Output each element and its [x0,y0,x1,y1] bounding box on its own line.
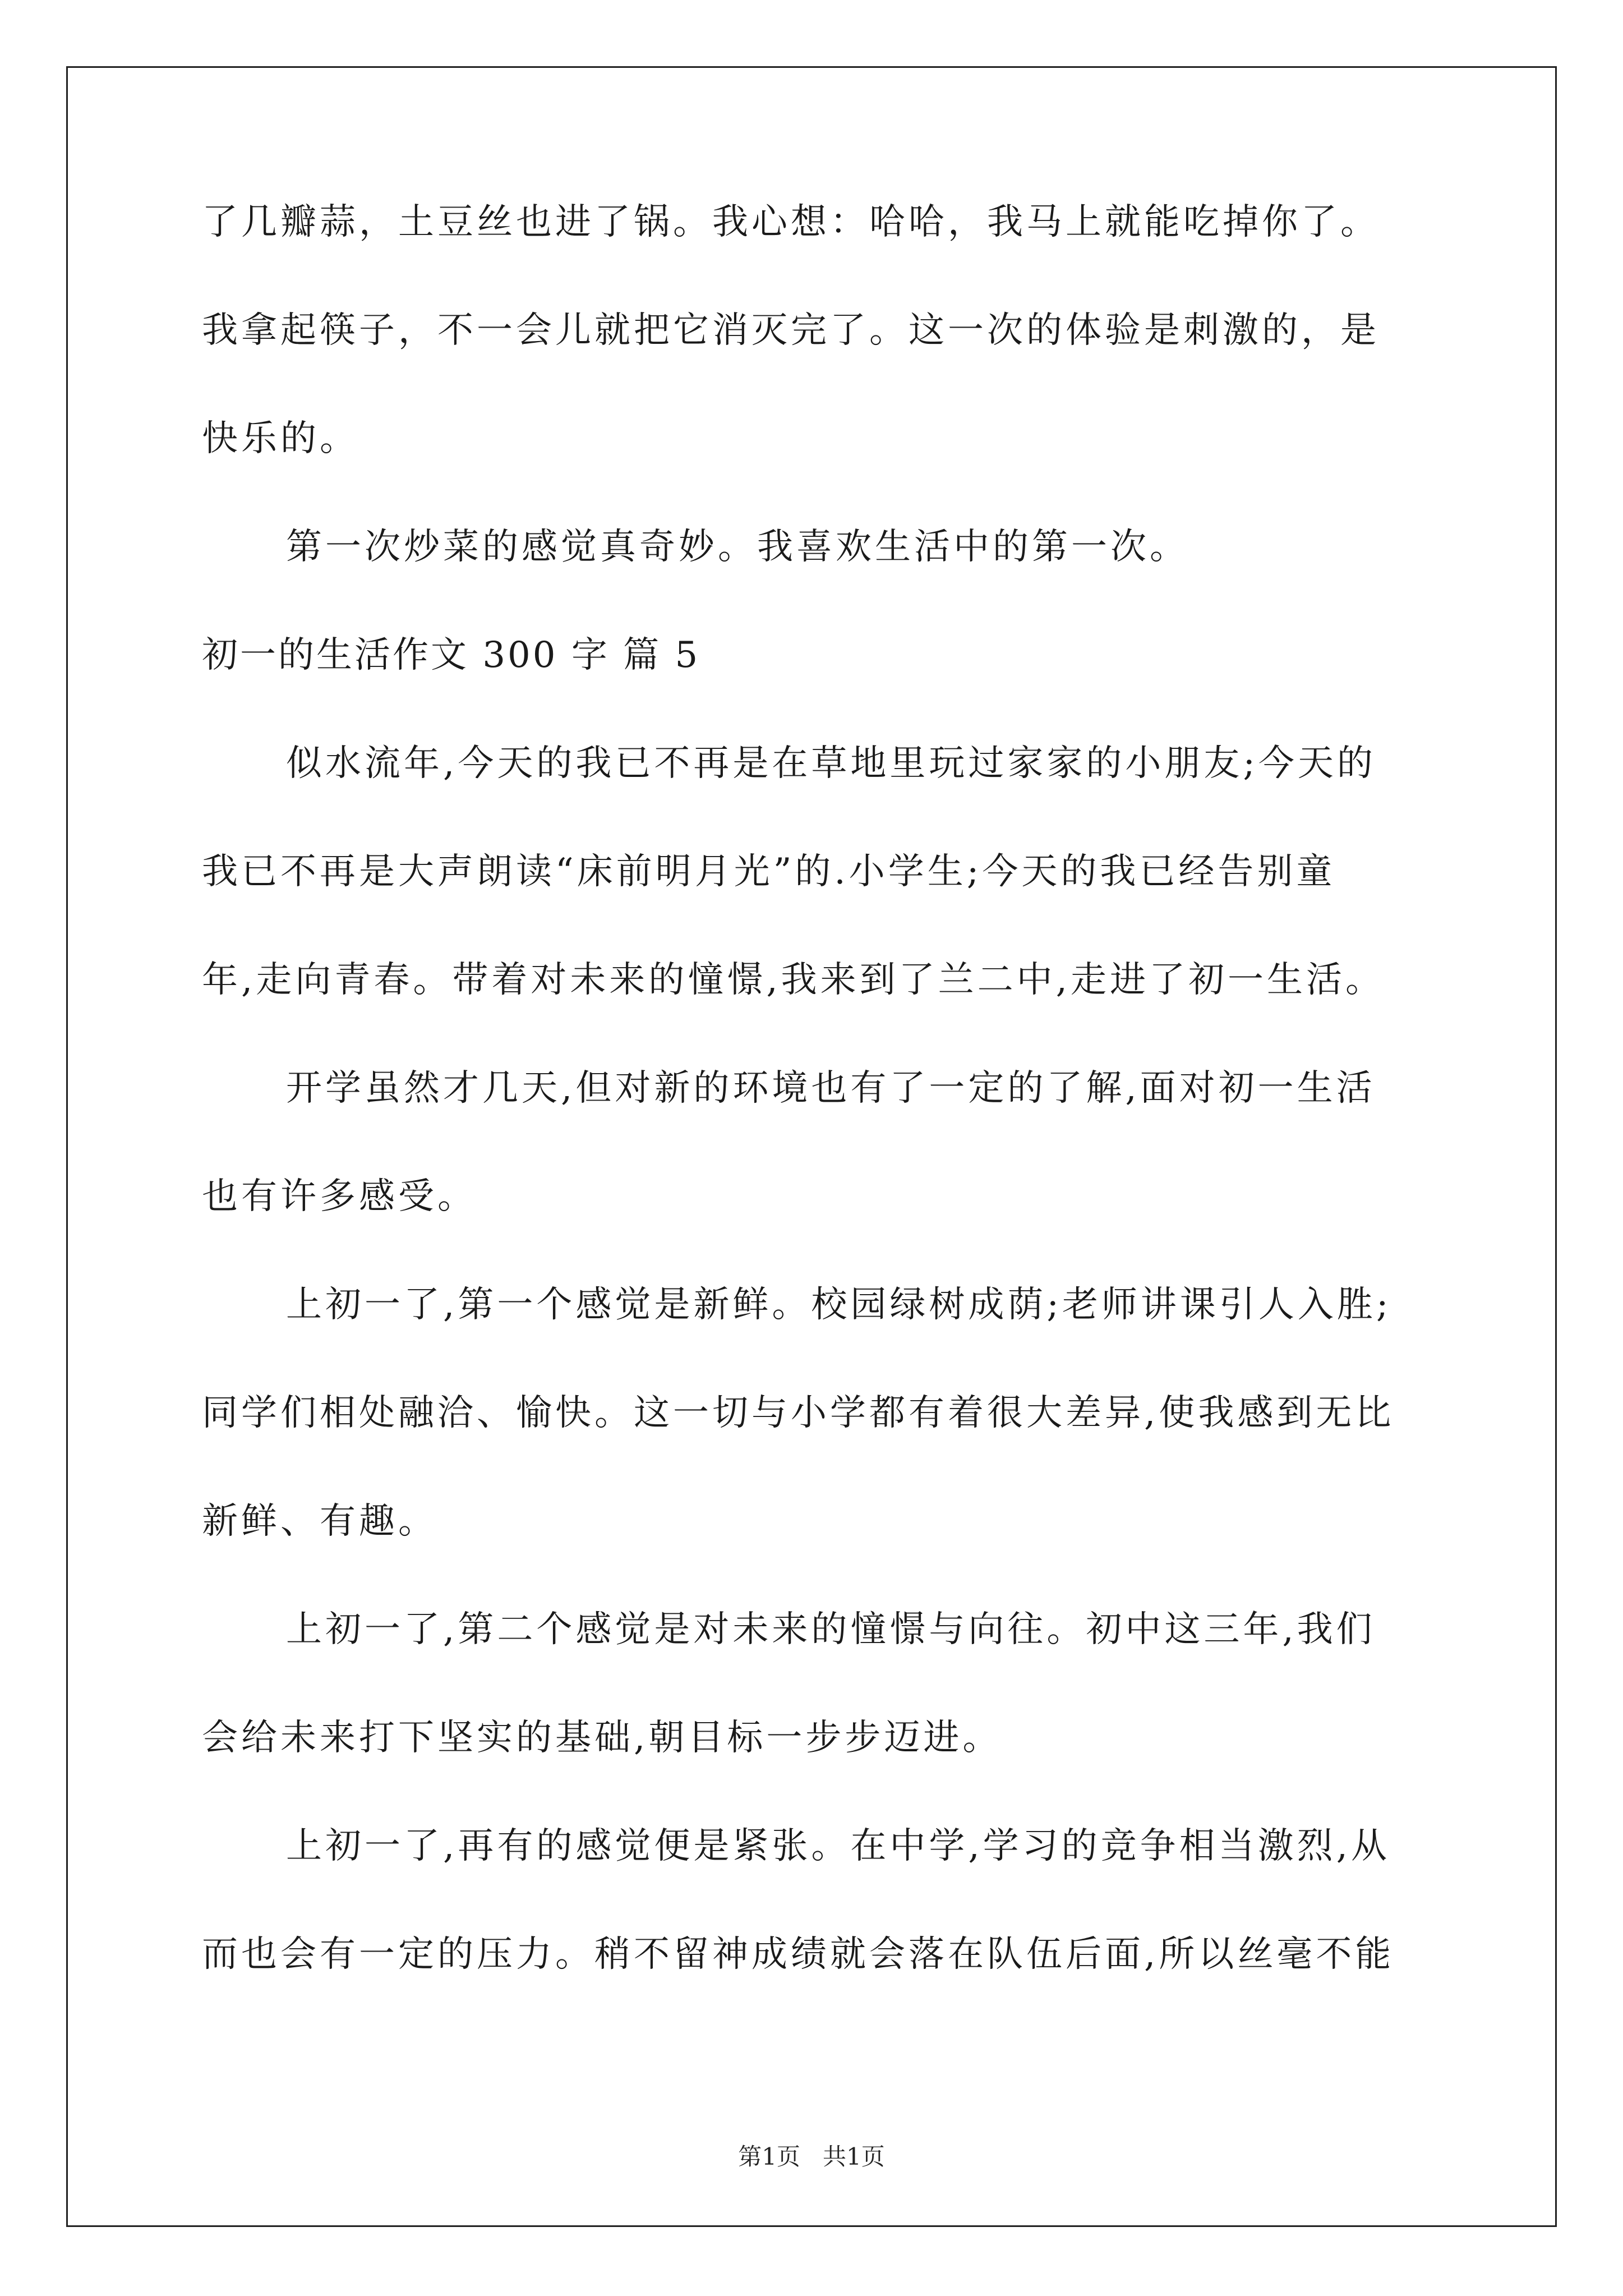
text-line: 会给未来打下坚实的基础,朝目标一步步迈进。 [202,1717,1002,1759]
text-line: 快乐的。 [202,418,359,459]
text-line: 了几瓣蒜，土豆丝也进了锅。我心想：哈哈，我马上就能吃掉你了。 [202,201,1380,243]
paragraph-start-line: 上初一了,第一个感觉是新鲜。校园绿树成荫;老师讲课引人入胜; [286,1284,1392,1326]
page-number: 第1页 [738,2143,800,2170]
page-total: 共1页 [823,2143,885,2170]
text-line: 我拿起筷子，不一会儿就把它消灭完了。这一次的体验是刺激的，是 [202,310,1380,351]
paragraph-start-line: 开学虽然才几天,但对新的环境也有了一定的了解,面对初一生活 [286,1068,1376,1109]
document-body [202,168,1436,2009]
text-line: 而也会有一定的压力。稍不留神成绩就会落在队伍后面,所以丝毫不能 [202,1934,1395,1975]
paragraph-start-line: 上初一了,再有的感觉便是紧张。在中学,学习的竞争相当激烈,从 [286,1825,1391,1867]
page-footer [0,2140,1623,2174]
text-line: 新鲜、有趣。 [202,1501,437,1542]
text-line: 我已不再是大声朗读“床前明月光”的.小学生;今天的我已经告别童 [202,851,1336,892]
text-line: 也有许多感受。 [202,1176,477,1217]
paragraph-start-line: 似水流年,今天的我已不再是在草地里玩过家家的小朋友;今天的 [286,743,1376,784]
text-line: 年,走向青春。带着对未来的憧憬,我来到了兰二中,走进了初一生活。 [202,959,1385,1001]
section-heading: 初一的生活作文 300 字 篇 5 [202,634,700,676]
paragraph-start-line: 第一次炒菜的感觉真奇妙。我喜欢生活中的第一次。 [286,526,1189,568]
text-line: 同学们相处融洽、愉快。这一切与小学都有着很大差异,使我感到无比 [202,1392,1395,1434]
paragraph-start-line: 上初一了,第二个感觉是对未来的憧憬与向往。初中这三年,我们 [286,1609,1376,1650]
